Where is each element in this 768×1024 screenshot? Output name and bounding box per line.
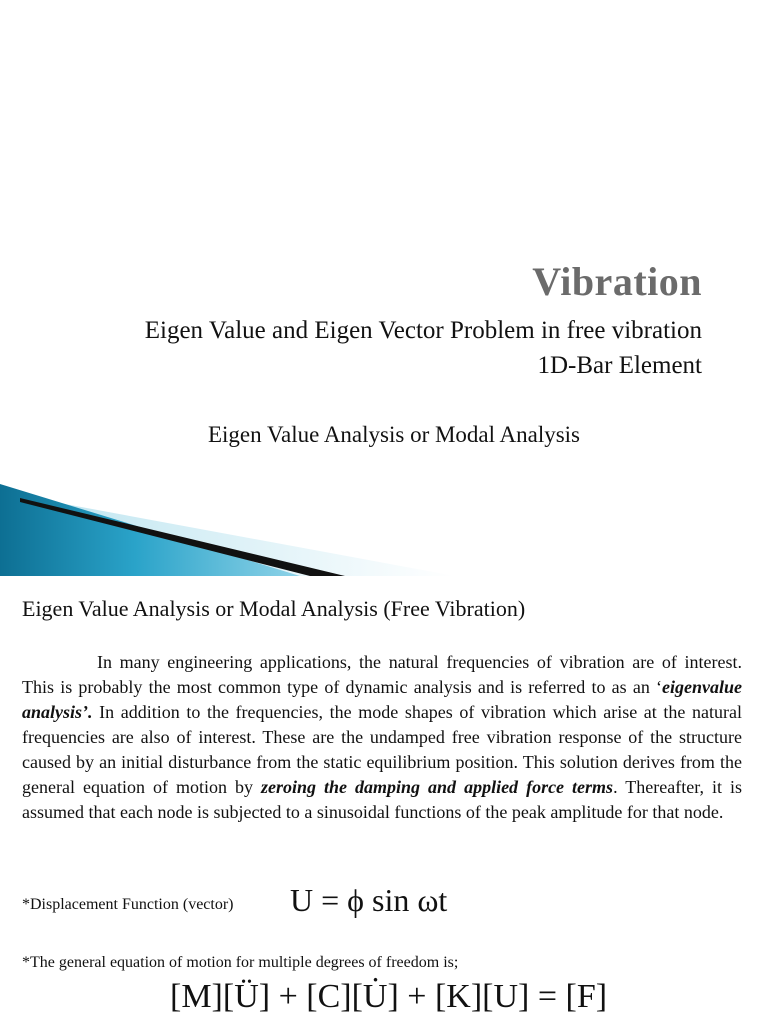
- general-equation: [M][Ü] + [C][U̇] + [K][U] = [F]: [170, 978, 608, 1015]
- paragraph-text-3: . Thereafter, it is assumed that each node is subjected to a sinusoidal functions of the peak amplitude for that node.: [22, 777, 742, 822]
- displacement-label: *Displacement Function (vector): [22, 896, 234, 913]
- decorative-swoosh: [0, 484, 768, 576]
- paragraph-text-1: In many engineering applications, the natural frequencies of vibration are of interest. This is probably the most common type of dynamic analysis and is referred to as an ‘: [22, 652, 742, 697]
- subtitle-line-1: Eigen Value and Eigen Vector Problem in free vibration: [144, 317, 702, 344]
- analysis-title: Eigen Value Analysis or Modal Analysis: [207, 422, 581, 447]
- section-heading: Eigen Value Analysis or Modal Analysis (Free Vibration): [22, 596, 526, 621]
- general-equation-label: *The general equation of motion for multiple degrees of freedom is;: [22, 954, 459, 971]
- displacement-equation: U = ϕ sin ωt: [290, 882, 448, 918]
- subtitle-line-2: 1D-Bar Element: [537, 352, 702, 379]
- paragraph-emphasis-2: zeroing the damping and applied force terms: [261, 777, 614, 797]
- paragraph-emphasis-1: eigenvalue analysis’.: [22, 677, 742, 722]
- content-slide: [0, 576, 768, 1024]
- slide-subtitle: [22, 313, 702, 383]
- body-paragraph: [22, 650, 742, 825]
- paragraph-text-2: In addition to the frequencies, the mode shapes of vibration which arise at the natural frequencies are also of interest. These are the undamped free vibration response of the structure caused by an initial disturbance from the static equilibrium position. This solution derives from the general equation of motion by: [22, 702, 742, 797]
- slide-title: Vibration: [532, 259, 702, 304]
